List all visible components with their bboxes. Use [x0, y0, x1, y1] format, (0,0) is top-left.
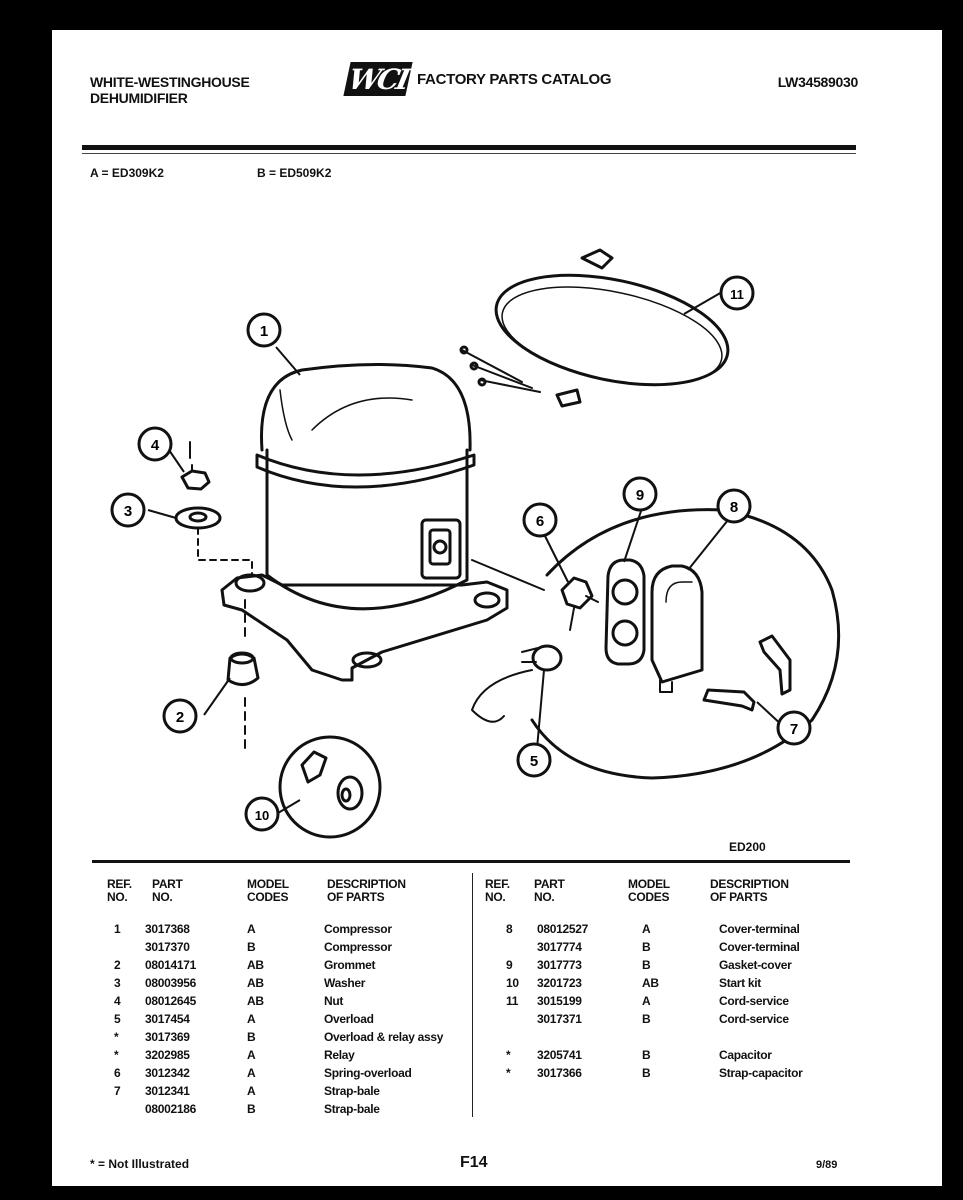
wci-logo: WCI	[343, 62, 412, 96]
table-cell-desc: Strap-capacitor	[719, 1066, 803, 1080]
table-cell-part: 3015199	[537, 994, 582, 1008]
table-cell-desc: Cover-terminal	[719, 922, 800, 936]
table-cell-code: B	[642, 940, 651, 954]
callout-10: 10	[254, 808, 270, 823]
compressor-seam	[257, 455, 474, 487]
table-cell-part: 3017369	[145, 1030, 190, 1044]
callout-5: 5	[529, 753, 539, 770]
table-cell-part: 3017368	[145, 922, 190, 936]
table-cell-desc: Compressor	[324, 922, 392, 936]
table-cell-part: 3017370	[145, 940, 190, 954]
table-cell-desc: Nut	[324, 994, 344, 1008]
compressor-base-plate	[222, 575, 507, 680]
table-cell-ref: 6	[114, 1066, 121, 1080]
table-cell-part: 3012341	[145, 1084, 190, 1098]
callout-8: 8	[729, 499, 739, 516]
table-cell-code: B	[247, 1102, 256, 1116]
table-cell-part: 08012527	[537, 922, 588, 936]
table-cell-desc: Cord-service	[719, 1012, 789, 1026]
table-cell-desc: Gasket-cover	[719, 958, 792, 972]
compressor-highlight	[312, 398, 412, 430]
table-cell-part: 3017773	[537, 958, 582, 972]
table-cell-part: 3017371	[537, 1012, 582, 1026]
table-cell-code: A	[247, 1066, 256, 1080]
gasket-cover-part	[606, 560, 644, 664]
table-cell-part: 3205741	[537, 1048, 582, 1062]
table-cell-desc: Capacitor	[719, 1048, 772, 1062]
table-cell-part: 3012342	[145, 1066, 190, 1080]
table-cell-code: AB	[247, 994, 264, 1008]
table-cell-ref: 11	[506, 994, 519, 1008]
revision-date: 9/89	[816, 1159, 838, 1171]
table-cell-part: 08012645	[145, 994, 196, 1008]
table-cell-ref: 1	[114, 922, 121, 936]
table-cell-ref: 8	[506, 922, 513, 936]
col-head-model-left: MODEL CODES	[247, 877, 289, 904]
table-cell-ref: *	[114, 1048, 119, 1062]
col-head-part-right: PART NO.	[534, 877, 565, 904]
callout-4: 4	[150, 437, 160, 454]
table-cell-part: 3017454	[145, 1012, 190, 1026]
table-top-rule	[92, 860, 850, 863]
callout-11: 11	[730, 287, 744, 302]
table-cell-code: A	[247, 1084, 256, 1098]
table-cell-desc: Cover-terminal	[719, 940, 800, 954]
catalog-page	[52, 30, 942, 1186]
page-number: F14	[460, 1154, 488, 1171]
callout-6: 6	[535, 513, 545, 530]
callout-1: 1	[259, 323, 269, 340]
table-cell-desc: Spring-overload	[324, 1066, 412, 1080]
table-cell-desc: Overload & relay assy	[324, 1030, 444, 1044]
col-head-part-left: PART NO.	[152, 877, 183, 904]
washer-part	[176, 508, 220, 528]
table-cell-part: 08002186	[145, 1102, 196, 1116]
brand-name: WHITE-WESTINGHOUSE	[90, 74, 250, 90]
catalog-number: LW34589030	[777, 74, 858, 90]
table-cell-code: AB	[247, 976, 264, 990]
table-cell-desc: Cord-service	[719, 994, 789, 1008]
table-column-divider	[472, 873, 473, 1117]
table-cell-part: 3201723	[537, 976, 582, 990]
col-head-ref-right: REF. NO.	[485, 877, 510, 904]
table-cell-ref: *	[506, 1066, 511, 1080]
compressor-dome	[262, 364, 471, 450]
table-cell-part: 3017366	[537, 1066, 582, 1080]
col-head-desc-right: DESCRIPTION OF PARTS	[710, 877, 789, 904]
table-cell-desc: Compressor	[324, 940, 392, 954]
table-cell-desc: Strap-bale	[324, 1102, 380, 1116]
mount-hole-right	[475, 593, 499, 607]
catalog-title: FACTORY PARTS CATALOG	[417, 70, 612, 88]
table-cell-part: 3202985	[145, 1048, 190, 1062]
table-cell-part: 08014171	[145, 958, 196, 972]
start-kit-detail-circle	[280, 737, 380, 837]
table-cell-ref: 9	[506, 958, 513, 972]
table-cell-code: B	[642, 1048, 651, 1062]
table-cell-code: A	[247, 1048, 256, 1062]
overload-part	[533, 646, 561, 670]
col-head-desc-left: DESCRIPTION OF PARTS	[327, 877, 406, 904]
terminal-cover-part	[652, 566, 702, 682]
col-head-ref-left: REF. NO.	[107, 877, 132, 904]
spring-overload-part	[562, 578, 592, 608]
diagram-code: ED200	[729, 840, 766, 854]
table-cell-code: AB	[642, 976, 659, 990]
product-type: DEHUMIDIFIER	[90, 90, 188, 106]
callout-9: 9	[635, 487, 645, 504]
table-cell-desc: Grommet	[324, 958, 376, 972]
table-cell-code: B	[642, 958, 651, 972]
exploded-parts-diagram	[52, 30, 942, 850]
callout-3: 3	[123, 503, 133, 520]
table-cell-ref: *	[114, 1030, 119, 1044]
nut-part	[182, 471, 209, 489]
table-cell-desc: Overload	[324, 1012, 374, 1026]
callout-2: 2	[175, 709, 185, 726]
callout-7: 7	[789, 721, 799, 738]
table-cell-code: B	[247, 940, 256, 954]
not-illustrated-note: * = Not Illustrated	[90, 1157, 190, 1171]
col-head-model-right: MODEL CODES	[628, 877, 670, 904]
table-cell-code: A	[642, 994, 651, 1008]
table-cell-desc: Strap-bale	[324, 1084, 380, 1098]
table-cell-ref: 4	[114, 994, 121, 1008]
table-cell-desc: Start kit	[719, 976, 761, 990]
table-cell-code: A	[247, 922, 256, 936]
table-cell-ref: 3	[114, 976, 121, 990]
table-cell-code: B	[247, 1030, 256, 1044]
model-key-a: A = ED309K2	[90, 166, 164, 180]
table-cell-ref: 5	[114, 1012, 121, 1026]
table-cell-ref: 2	[114, 958, 121, 972]
model-key-b: B = ED509K2	[257, 166, 332, 180]
table-cell-desc: Relay	[324, 1048, 355, 1062]
strap-bale-part	[704, 690, 754, 710]
table-cell-ref: 7	[114, 1084, 121, 1098]
table-cell-code: A	[642, 922, 651, 936]
table-cell-desc: Washer	[324, 976, 366, 990]
table-cell-ref: 10	[506, 976, 519, 990]
table-cell-part: 08003956	[145, 976, 196, 990]
table-cell-code: B	[642, 1066, 651, 1080]
table-cell-code: AB	[247, 958, 264, 972]
table-cell-code: A	[247, 1012, 256, 1026]
table-cell-part: 3017774	[537, 940, 582, 954]
table-cell-ref: *	[506, 1048, 511, 1062]
table-cell-code: B	[642, 1012, 651, 1026]
